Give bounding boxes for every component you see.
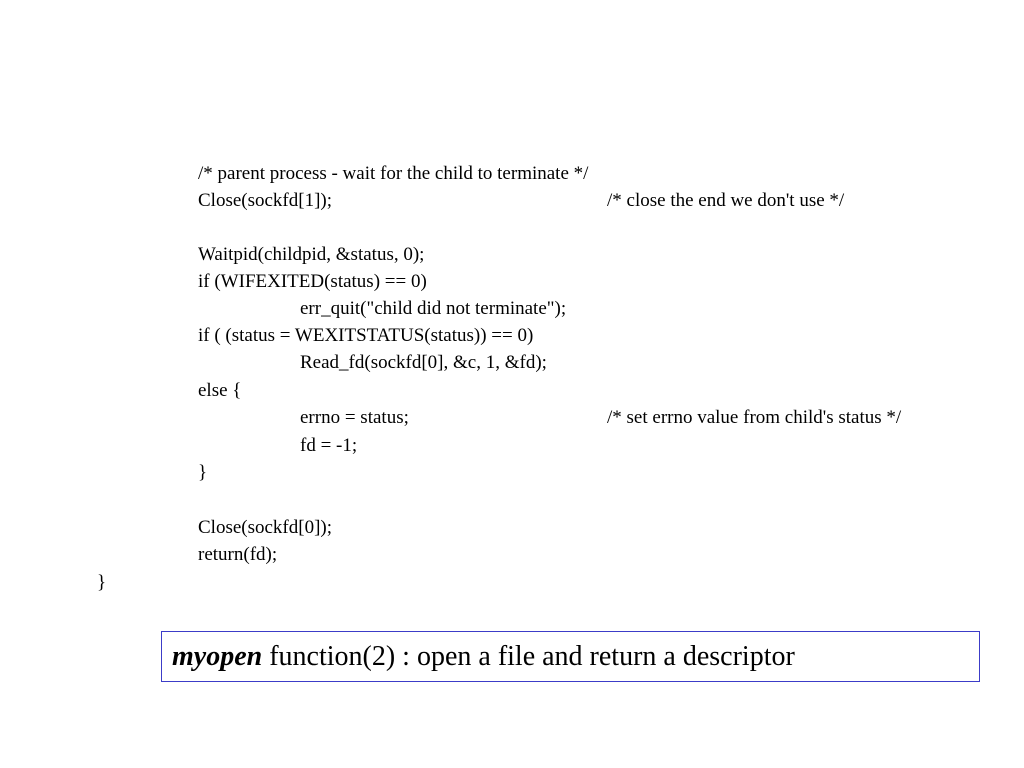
caption-function-name: myopen: [172, 640, 263, 672]
code-line: errno = status;: [300, 407, 409, 428]
code-comment: /* close the end we don't use */: [607, 190, 845, 211]
code-line: fd = -1;: [300, 435, 358, 456]
code-line: Close(sockfd[0]);: [198, 517, 333, 538]
code-comment: /* set errno value from child's status */: [607, 407, 902, 428]
code-line: Waitpid(childpid, &status, 0);: [198, 244, 425, 265]
code-line: err_quit("child did not terminate");: [300, 298, 567, 319]
code-line: Read_fd(sockfd[0], &c, 1, &fd);: [300, 352, 547, 373]
code-line: }: [97, 572, 107, 593]
code-line: }: [198, 462, 208, 483]
caption-box: [161, 631, 980, 682]
code-line: return(fd);: [198, 544, 278, 565]
code-line: /* parent process - wait for the child to terminate */: [198, 163, 589, 184]
code-line: if ( (status = WEXITSTATUS(status)) == 0): [198, 325, 534, 346]
caption-description: function(2) : open a file and return a descriptor: [262, 640, 795, 672]
code-line: Close(sockfd[1]);: [198, 190, 333, 211]
code-line: if (WIFEXITED(status) == 0): [198, 271, 427, 292]
code-line: else {: [198, 380, 242, 401]
